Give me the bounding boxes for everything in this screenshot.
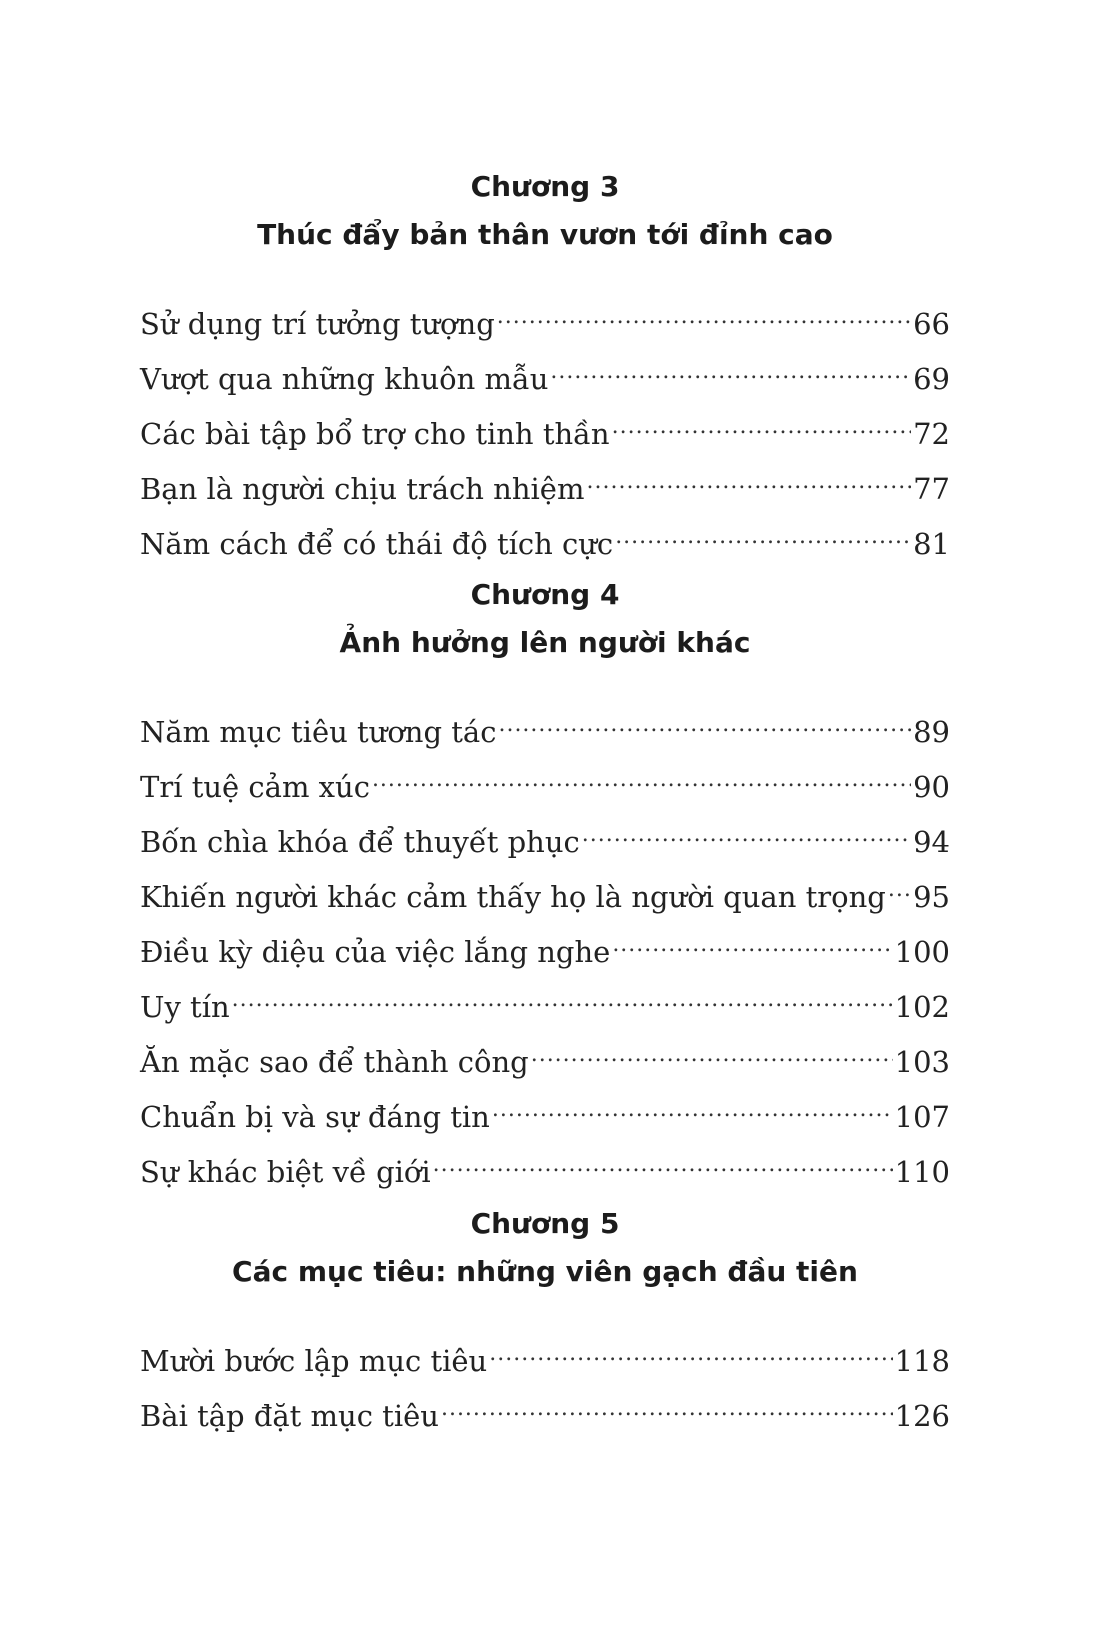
toc-entry-page: 69 bbox=[913, 362, 950, 396]
toc-entry-label: Sử dụng trí tưởng tượng bbox=[140, 307, 495, 341]
toc-entry[interactable] bbox=[140, 757, 950, 804]
toc-entry-page: 81 bbox=[913, 527, 950, 561]
dot-leader bbox=[441, 1386, 893, 1426]
toc-entry-label: Năm cách để có thái độ tích cực bbox=[140, 527, 614, 561]
dot-leader bbox=[888, 867, 911, 907]
toc-entry-label: Ăn mặc sao để thành công bbox=[140, 1045, 529, 1079]
chapter-number: Chương 5 bbox=[470, 1207, 620, 1240]
toc-entry-page: 103 bbox=[894, 1045, 950, 1079]
toc-entry[interactable] bbox=[140, 812, 950, 859]
toc-entry[interactable] bbox=[140, 1142, 950, 1189]
toc-entry[interactable] bbox=[140, 459, 950, 506]
dot-leader bbox=[612, 404, 911, 444]
toc-entry-page: 118 bbox=[894, 1344, 950, 1378]
toc-entry-page: 94 bbox=[913, 825, 950, 859]
chapter-heading bbox=[140, 1207, 950, 1289]
chapter-heading bbox=[140, 578, 950, 660]
toc-entry-page: 102 bbox=[894, 990, 950, 1024]
toc-entry-page: 77 bbox=[913, 472, 950, 506]
toc-entry[interactable] bbox=[140, 1087, 950, 1134]
toc-entry-label: Mười bước lập mục tiêu bbox=[140, 1344, 488, 1378]
dot-leader bbox=[372, 757, 911, 797]
toc-entry[interactable] bbox=[140, 702, 950, 749]
dot-leader bbox=[586, 459, 911, 499]
toc-entry-label: Bốn chìa khóa để thuyết phục bbox=[140, 825, 580, 859]
toc-entry-page: 110 bbox=[894, 1155, 950, 1189]
dot-leader bbox=[489, 1331, 892, 1371]
chapter-heading bbox=[140, 170, 950, 252]
dot-leader bbox=[498, 702, 911, 742]
chapter-title: Các mục tiêu: những viên gạch đầu tiên bbox=[232, 1255, 858, 1288]
chapter-title: Ảnh hưởng lên người khác bbox=[339, 626, 751, 659]
toc-entry-page: 95 bbox=[913, 880, 950, 914]
toc-entry-label: Các bài tập bổ trợ cho tinh thần bbox=[140, 417, 610, 451]
toc-entry[interactable] bbox=[140, 294, 950, 341]
toc-entry-page: 72 bbox=[913, 417, 950, 451]
toc-entry-page: 89 bbox=[913, 715, 950, 749]
toc-entry[interactable] bbox=[140, 922, 950, 969]
toc-entry-page: 90 bbox=[913, 770, 950, 804]
toc-entry-label: Uy tín bbox=[140, 990, 230, 1024]
dot-leader bbox=[232, 977, 893, 1017]
toc-entry-label: Năm mục tiêu tương tác bbox=[140, 715, 497, 749]
dot-leader bbox=[582, 812, 911, 852]
dot-leader bbox=[612, 922, 892, 962]
toc-entry[interactable] bbox=[140, 349, 950, 396]
toc-entry-label: Vượt qua những khuôn mẫu bbox=[140, 362, 549, 396]
toc-entry-page: 66 bbox=[913, 307, 950, 341]
chapter-number: Chương 3 bbox=[470, 170, 620, 203]
dot-leader bbox=[550, 349, 911, 389]
toc-entry[interactable] bbox=[140, 867, 950, 914]
toc-entry-page: 107 bbox=[894, 1100, 950, 1134]
toc-entry-page: 100 bbox=[894, 935, 950, 969]
toc-entry[interactable] bbox=[140, 1032, 950, 1079]
toc-entry[interactable] bbox=[140, 977, 950, 1024]
toc-entry-label: Khiến người khác cảm thấy họ là người quan trọng bbox=[140, 880, 886, 914]
chapter-number: Chương 4 bbox=[470, 578, 620, 611]
dot-leader bbox=[492, 1087, 893, 1127]
dot-leader bbox=[497, 294, 911, 334]
toc-entry-page: 126 bbox=[894, 1399, 950, 1433]
toc-entry-label: Chuẩn bị và sự đáng tin bbox=[140, 1100, 490, 1134]
toc-entry-label: Sự khác biệt về giới bbox=[140, 1155, 431, 1189]
toc-entry-label: Bài tập đặt mục tiêu bbox=[140, 1399, 439, 1433]
toc-entry-label: Điều kỳ diệu của việc lắng nghe bbox=[140, 935, 611, 969]
toc-entry-label: Bạn là người chịu trách nhiệm bbox=[140, 472, 585, 506]
toc-entry[interactable] bbox=[140, 514, 950, 561]
dot-leader bbox=[433, 1142, 893, 1182]
toc-entry[interactable] bbox=[140, 1331, 950, 1378]
toc-entry[interactable] bbox=[140, 404, 950, 451]
toc-entry[interactable] bbox=[140, 1386, 950, 1433]
toc-entry-label: Trí tuệ cảm xúc bbox=[140, 770, 370, 804]
dot-leader bbox=[531, 1032, 893, 1072]
dot-leader bbox=[615, 514, 911, 554]
chapter-title: Thúc đẩy bản thân vươn tới đỉnh cao bbox=[257, 218, 833, 251]
